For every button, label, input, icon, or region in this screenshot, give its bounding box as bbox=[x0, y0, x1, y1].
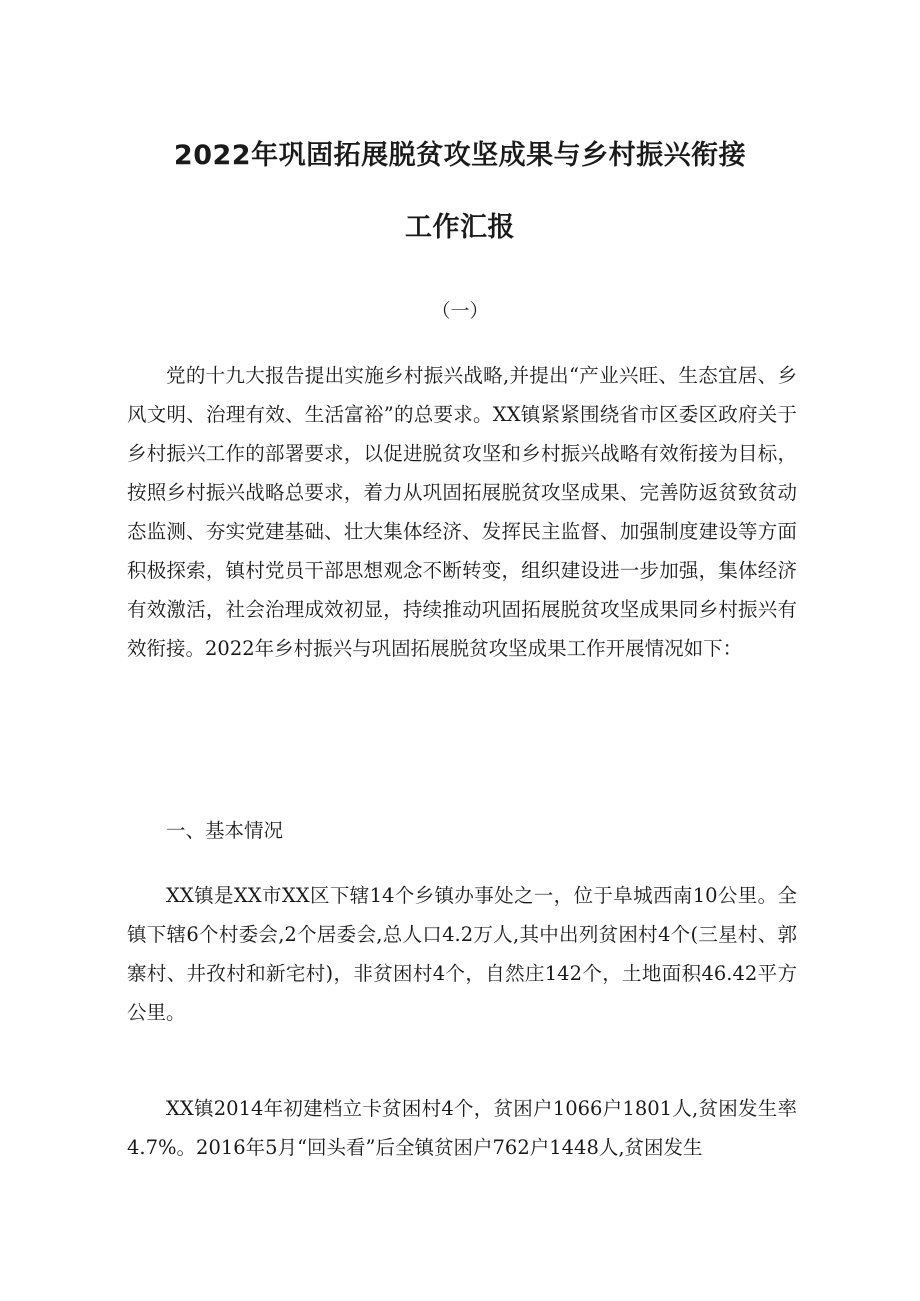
section-number: （一） bbox=[431, 300, 489, 322]
intro-paragraph: 党的十九大报告提出实施乡村振兴战略,并提出“产业兴旺、生态宜居、乡风文明、治理有效、生活富裕”的总要求。XX镇紧紧围绕省市区委区政府关于乡村振兴工作的部署要求，以促进脱贫攻坚和乡村振兴战略有效衔接为目标，按照乡村振兴战略总要求，着力从巩固拓展脱贫攻坚成果、完善防返贫致贫动态监测、夯实党建基础、壮大集体经济、发挥民主监督、加强制度建设等方面积极探索，镇村党员干部思想观念不断转变，组织建设进一步加强，集体经济有效激活，社会治理成效初显，持续推动巩固拓展脱贫攻坚成果同乡村振兴有效衔接。2022年乡村振兴与巩固拓展脱贫攻坚成果工作开展情况如下： bbox=[127, 364, 797, 660]
section-heading-basic-situation: 一、基本情况 bbox=[166, 819, 284, 842]
document-title-line-2: 工作汇报 bbox=[405, 212, 515, 243]
basic-situation-paragraph: XX镇是XX市XX区下辖14个乡镇办事处之一，位于阜城西南10公里。全镇下辖6个村委会,2个居委会,总人口4.2万人,其中出列贫困村4个(三星村、郭寨村、井孜村和新宅村)，非贫困村4个，自然庄142个，土地面积46.42平方公里。 bbox=[127, 884, 797, 1024]
document-title-line-1: 2022年巩固拓展脱贫攻坚成果与乡村振兴衔接 bbox=[173, 140, 747, 171]
poverty-statistics-paragraph: XX镇2014年初建档立卡贫困村4个，贫困户1066户1801人,贫困发生率4.7%。2016年5月“回头看”后全镇贫困户762户1448人,贫困发生 bbox=[127, 1097, 797, 1159]
